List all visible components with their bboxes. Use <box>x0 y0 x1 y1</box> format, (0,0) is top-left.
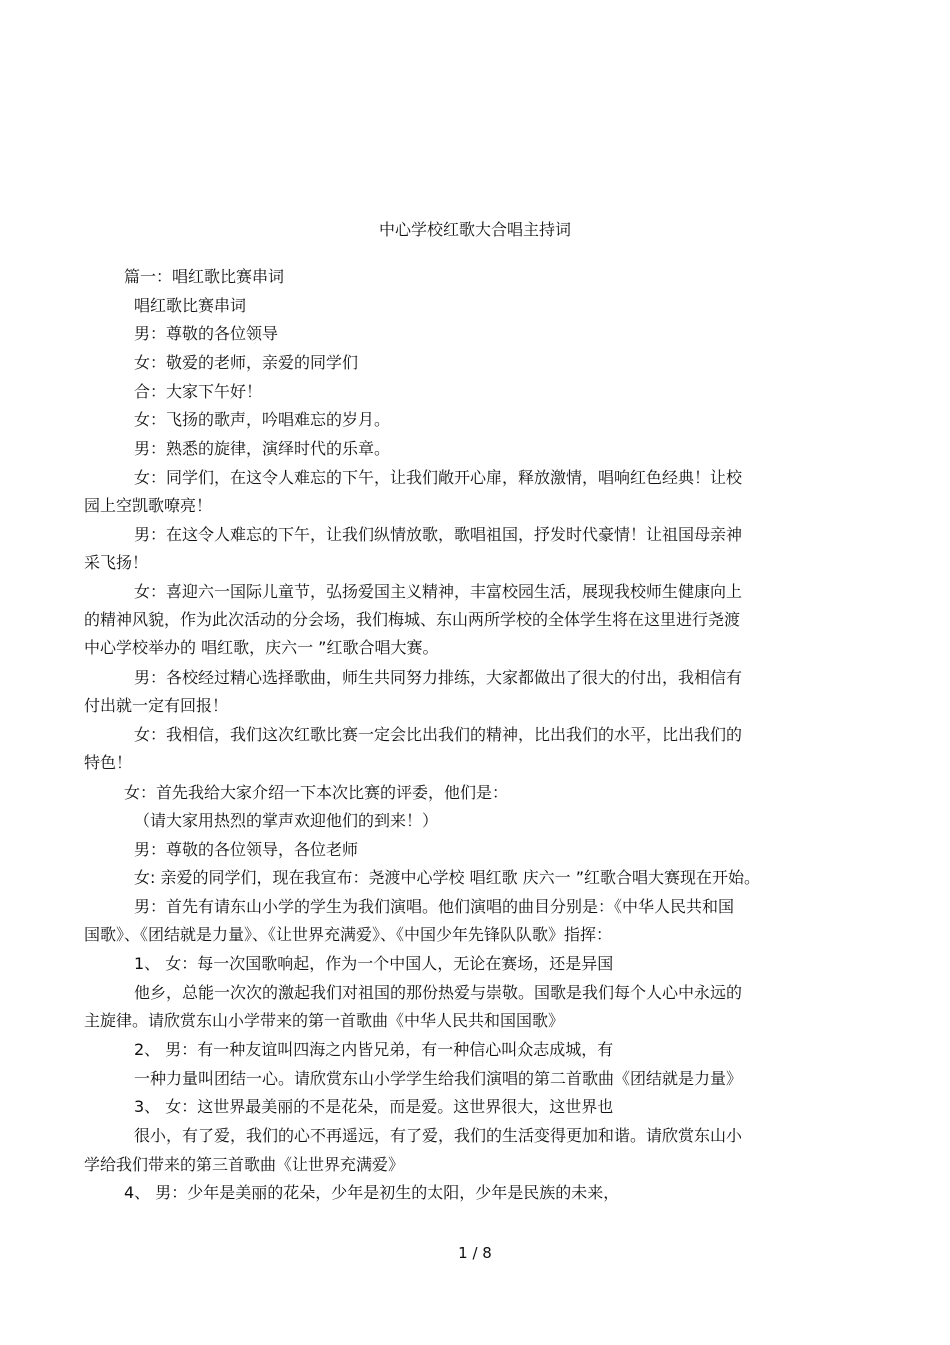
paragraph-line: 很小，有了爱，我们的心不再遥远，有了爱，我们的生活变得更加和谐。请欣赏东山小 <box>134 1126 743 1145</box>
document-title: 中心学校红歌大合唱主持词 <box>378 220 571 239</box>
paragraph-line: 主旋律。请欣赏东山小学带来的第一首歌曲《中华人民共和国国歌》 <box>84 1011 565 1030</box>
paragraph-line: 合：大家下午好！ <box>134 382 263 401</box>
paragraph-line: 女：敬爱的老师，亲爱的同学们 <box>134 353 359 372</box>
paragraph-line: （请大家用热烈的掌声欢迎他们的到来！） <box>134 811 439 830</box>
paragraph-line: 中心学校举办的 唱红歌，庆六一 ”红歌合唱大赛。 <box>84 638 439 657</box>
paragraph-line: 女：喜迎六一国际儿童节，弘扬爱国主义精神，丰富校园生活，展现我校师生健康向上 <box>134 582 743 601</box>
paragraph-line: 男：在这令人难忘的下午，让我们纵情放歌，歌唱祖国，抒发时代豪情！让祖国母亲神 <box>134 525 743 544</box>
paragraph-line: 特色！ <box>84 753 133 772</box>
paragraph-line: 男：尊敬的各位领导，各位老师 <box>134 840 359 859</box>
paragraph-line: 的精神风貌，作为此次活动的分会场，我们梅城、东山两所学校的全体学生将在这里进行尧渡 <box>84 610 741 629</box>
paragraph-line: 国歌》、《团结就是力量》、《让世界充满爱》、《中国少年先锋队队歌》指挥： <box>84 925 613 944</box>
paragraph-line: 男：首先有请东山小学的学生为我们演唱。他们演唱的曲目分别是：《中华人民共和国 <box>134 897 735 916</box>
paragraph-line: 男：尊敬的各位领导 <box>134 324 279 343</box>
paragraph-line: 女：首先我给大家介绍一下本次比赛的评委，他们是： <box>124 783 509 802</box>
paragraph-line: 4、 男：少年是美丽的花朵，少年是初生的太阳，少年是民族的未来， <box>124 1183 620 1202</box>
paragraph-line: 2、 男：有一种友谊叫四海之内皆兄弟，有一种信心叫众志成城，有 <box>134 1040 614 1059</box>
paragraph-line: 他乡，总能一次次的激起我们对祖国的那份热爱与崇敬。国歌是我们每个人心中永远的 <box>134 983 743 1002</box>
paragraph-line: 学给我们带来的第三首歌曲《让世界充满爱》 <box>84 1155 405 1174</box>
paragraph-line: 园上空凯歌嘹亮！ <box>84 496 213 515</box>
page-number: 1 / 8 <box>458 1244 492 1262</box>
paragraph-line: 男：熟悉的旋律，演绎时代的乐章。 <box>134 439 391 458</box>
paragraph-line: 采飞扬！ <box>84 553 149 572</box>
paragraph-line: 唱红歌比赛串词 <box>134 296 247 315</box>
paragraph-line: 女：飞扬的歌声，吟唱难忘的岁月。 <box>134 410 391 429</box>
paragraph-line: 女：同学们，在这令人难忘的下午，让我们敞开心扉，释放激情，唱响红色经典！让校 <box>134 468 743 487</box>
paragraph-line: 女：我相信，我们这次红歌比赛一定会比出我们的精神，比出我们的水平，比出我们的 <box>134 725 743 744</box>
paragraph-line: 付出就一定有回报！ <box>84 696 229 715</box>
paragraph-line: 一种力量叫团结一心。请欣赏东山小学学生给我们演唱的第二首歌曲《团结就是力量》 <box>134 1069 743 1088</box>
paragraph-line: 男：各校经过精心选择歌曲，师生共同努力排练，大家都做出了很大的付出，我相信有 <box>134 668 743 687</box>
paragraph-line: 女: 亲爱的同学们，现在我宣布：尧渡中心学校 唱红歌 庆六一 ”红歌合唱大赛现在开始。 <box>134 868 761 887</box>
paragraph-line: 篇一：唱红歌比赛串词 <box>124 267 285 286</box>
paragraph-line: 1、 女：每一次国歌响起，作为一个中国人，无论在赛场，还是异国 <box>134 954 614 973</box>
paragraph-line: 3、 女：这世界最美丽的不是花朵，而是爱。这世界很大，这世界也 <box>134 1097 614 1116</box>
